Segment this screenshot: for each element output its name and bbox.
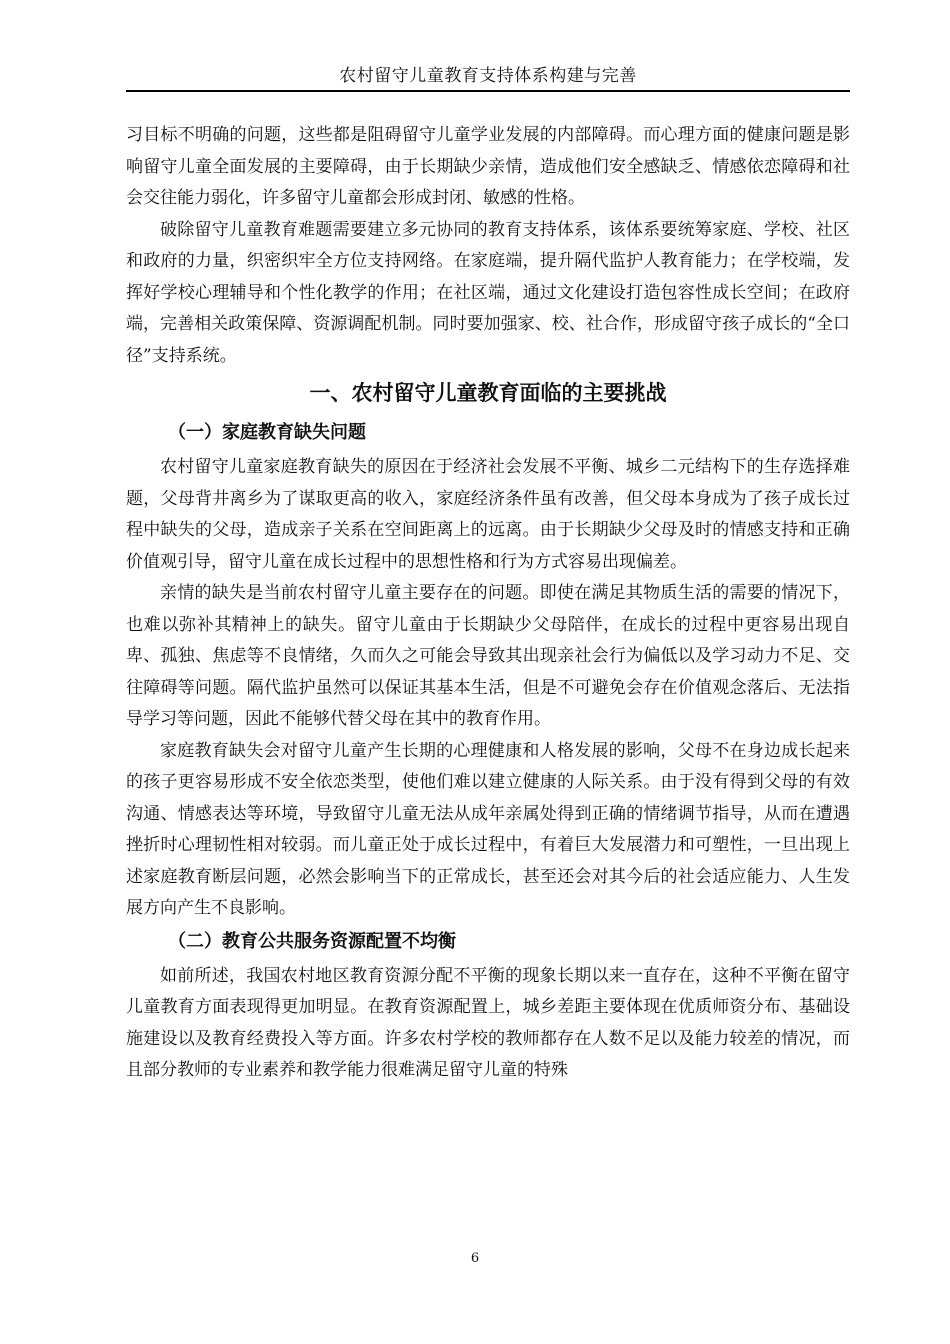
paragraph: 亲情的缺失是当前农村留守儿童主要存在的问题。即使在满足其物质生活的需要的情况下，也难以弥补其精神上的缺失。留守儿童由于长期缺少父母陪伴，在成长的过程中更容易出现自卑、孤独、焦虑等不良情绪，久而久之可能会导致其出现亲社会行为偏低以及学习动力不足、交往障碍等问题。隔代监护虽然可以保证其基本生活，但是不可避免会存在价值观念落后、无法指导学习等问题，因此不能够代替父母在其中的教育作用。 [126,583,850,729]
page-number: 6 [470,1251,480,1266]
subsection-heading: （二）教育公共服务资源配置不均衡 [168,930,456,952]
document-body [126,120,850,1087]
paragraph: 家庭教育缺失会对留守儿童产生长期的心理健康和人格发展的影响，父母不在身边成长起来的孩子更容易形成不安全依恋类型，使他们难以建立健康的人际关系。由于没有得到父母的有效沟通、情感表达等环境，导致留守儿童无法从成年亲属处得到正确的情绪调节指导，从而在遭遇挫折时心理韧性相对较弱。而儿童正处于成长过程中，有着巨大发展潜力和可塑性，一旦出现上述家庭教育断层问题，必然会影响当下的正常成长，甚至还会对其今后的社会适应能力、人生发展方向产生不良影响。 [126,740,850,918]
paragraph: 破除留守儿童教育难题需要建立多元协同的教育支持体系，该体系要统筹家庭、学校、社区和政府的力量，织密织牢全方位支持网络。在家庭端，提升隔代监护人教育能力；在学校端，发挥好学校心理辅导和个性化教学的作用；在社区端，通过文化建设打造包容性成长空间；在政府端，完善相关政策保障、资源调配机制。同时要加强家、校、社合作，形成留守孩子成长的“全口径”支持系统。 [126,219,850,366]
page-header [126,62,850,92]
paragraph: 农村留守儿童家庭教育缺失的原因在于经济社会发展不平衡、城乡二元结构下的生存选择难题，父母背井离乡为了谋取更高的收入，家庭经济条件虽有改善，但父母本身成为了孩子成长过程中缺失的父母，造成亲子关系在空间距离上的远离。由于长期缺少父母及时的情感支持和正确价值观引导，留守儿童在成长过程中的思想性格和行为方式容易出现偏差。 [126,457,850,572]
paragraph: 如前所述，我国农村地区教育资源分配不平衡的现象长期以来一直存在，这种不平衡在留守儿童教育方面表现得更加明显。在教育资源配置上，城乡差距主要体现在优质师资分布、基础设施建设以及教育经费投入等方面。许多农村学校的教师都存在人数不足以及能力较差的情况，而且部分教师的专业素养和教学能力很难满足留守儿童的特殊 [126,965,850,1080]
paragraph-continued: 习目标不明确的问题，这些都是阻碍留守儿童学业发展的内部障碍。而心理方面的健康问题是影响留守儿童全面发展的主要障碍，由于长期缺少亲情，造成他们安全感缺乏、情感依恋障碍和社会交往能力弱化，许多留守儿童都会形成封闭、敏感的性格。 [126,125,850,208]
header-title: 农村留守儿童教育支持体系构建与完善 [339,66,637,86]
section-heading: 一、农村留守儿童教育面临的主要挑战 [309,381,667,405]
subsection-heading: （一）家庭教育缺失问题 [168,422,366,443]
